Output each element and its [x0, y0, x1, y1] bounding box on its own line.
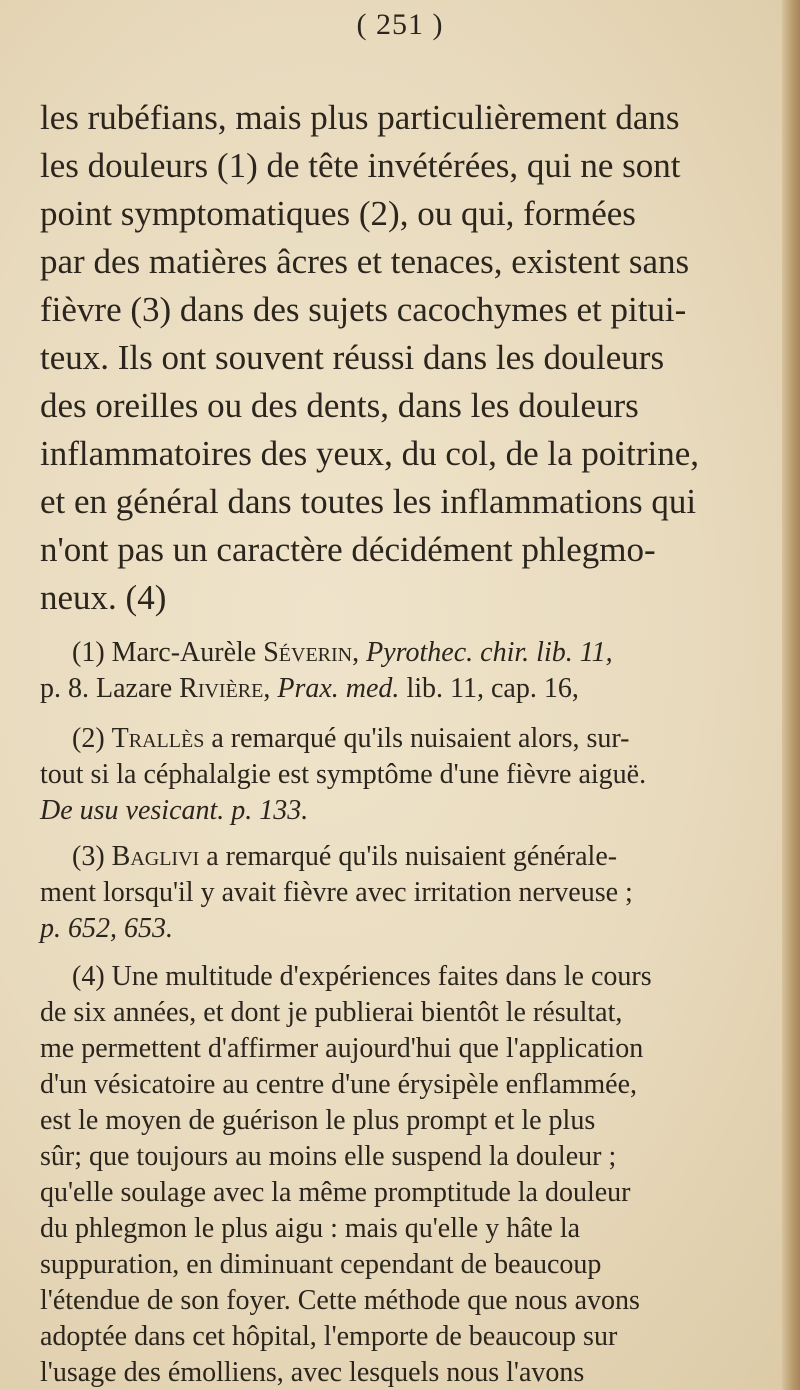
author-name: Séverin — [263, 637, 353, 668]
page-number: ( 251 ) — [356, 8, 444, 41]
main-line: inflammatoires des yeux, du col, de la poitrine, — [40, 434, 699, 473]
footnote-line: du phlegmon le plus aigu : mais qu'elle y hâte la — [40, 1213, 581, 1244]
footnote-text: a remarqué qu'ils nuisaient générale- — [199, 841, 618, 872]
footnote-line: sûr; que toujours au moins elle suspend la douleur ; — [40, 1141, 617, 1172]
work-title: Prax. med. — [277, 673, 400, 704]
footnote-line: (4) Une multitude d'expériences faites dans le cours — [72, 961, 652, 992]
footnote-text: , — [352, 637, 367, 668]
main-line: teux. Ils ont souvent réussi dans les douleurs — [40, 338, 665, 377]
footnote-text: p. 8. Lazare — [40, 673, 180, 704]
main-line: les douleurs (1) de tête invétérées, qui ne sont — [40, 146, 681, 185]
footnote-line: me permettent d'affirmer aujourd'hui que l'application — [40, 1033, 644, 1064]
footnote-line: de six années, et dont je publierai bientôt le résultat, — [40, 997, 623, 1028]
main-line: les rubéfians, mais plus particulièrement dans — [40, 98, 680, 137]
footnote-line: p. 652, 653. — [40, 913, 173, 944]
footnote-text: (3) — [72, 841, 112, 872]
footnote-line: tout si la céphalalgie est symptôme d'une fièvre aiguë. — [40, 759, 647, 790]
footnote-line: est le moyen de guérison le plus prompt et le plus — [40, 1105, 596, 1136]
main-line: et en général dans toutes les inflammations qui — [40, 482, 697, 521]
author-name: Baglivi — [111, 841, 200, 872]
main-line: par des matières âcres et tenaces, existent sans — [40, 242, 690, 281]
footnote-line: d'un vésicatoire au centre d'une érysipèle enflammée, — [40, 1069, 638, 1100]
author-name: Rivière — [179, 673, 264, 704]
footnote-line — [72, 722, 629, 756]
footnote-text: , — [263, 673, 278, 704]
footnote-line — [40, 672, 579, 706]
footnote-line: l'usage des émolliens, avec lesquels nous l'avons — [40, 1357, 585, 1388]
footnote-line: adoptée dans cet hôpital, l'emporte de beaucoup sur — [40, 1321, 618, 1352]
footnote-text: chir. lib. 11, — [473, 637, 613, 668]
footnote-line — [72, 840, 617, 874]
footnote-line: qu'elle soulage avec la même promptitude la douleur — [40, 1177, 631, 1208]
page-edge-shadow — [782, 0, 800, 1390]
main-line: point symptomatiques (2), ou qui, formées — [40, 194, 636, 233]
footnote-line: suppuration, en diminuant cependant de beaucoup — [40, 1249, 602, 1280]
footnote-line: ment lorsqu'il y avait fièvre avec irritation nerveuse ; — [40, 877, 633, 908]
footnote-text: (2) — [72, 723, 112, 754]
footnote-text: a remarqué qu'ils nuisaient alors, sur- — [204, 723, 630, 754]
main-line: neux. (4) — [40, 578, 167, 617]
main-line: des oreilles ou des dents, dans les douleurs — [40, 386, 639, 425]
footnote-line — [72, 636, 613, 670]
footnote-line: l'étendue de son foyer. Cette méthode que nous avons — [40, 1285, 640, 1316]
footnote-text: lib. 11, cap. 16, — [399, 673, 579, 704]
main-line: fièvre (3) dans des sujets cacochymes et pitui- — [40, 290, 687, 329]
main-line: n'ont pas un caractère décidément phlegmo- — [40, 530, 656, 569]
work-title: Pyrothec. — [366, 637, 474, 668]
author-name: Trallès — [111, 723, 205, 754]
footnote-line: De usu vesicant. p. 133. — [40, 795, 309, 826]
footnote-text: (1) Marc-Aurèle — [72, 637, 264, 668]
